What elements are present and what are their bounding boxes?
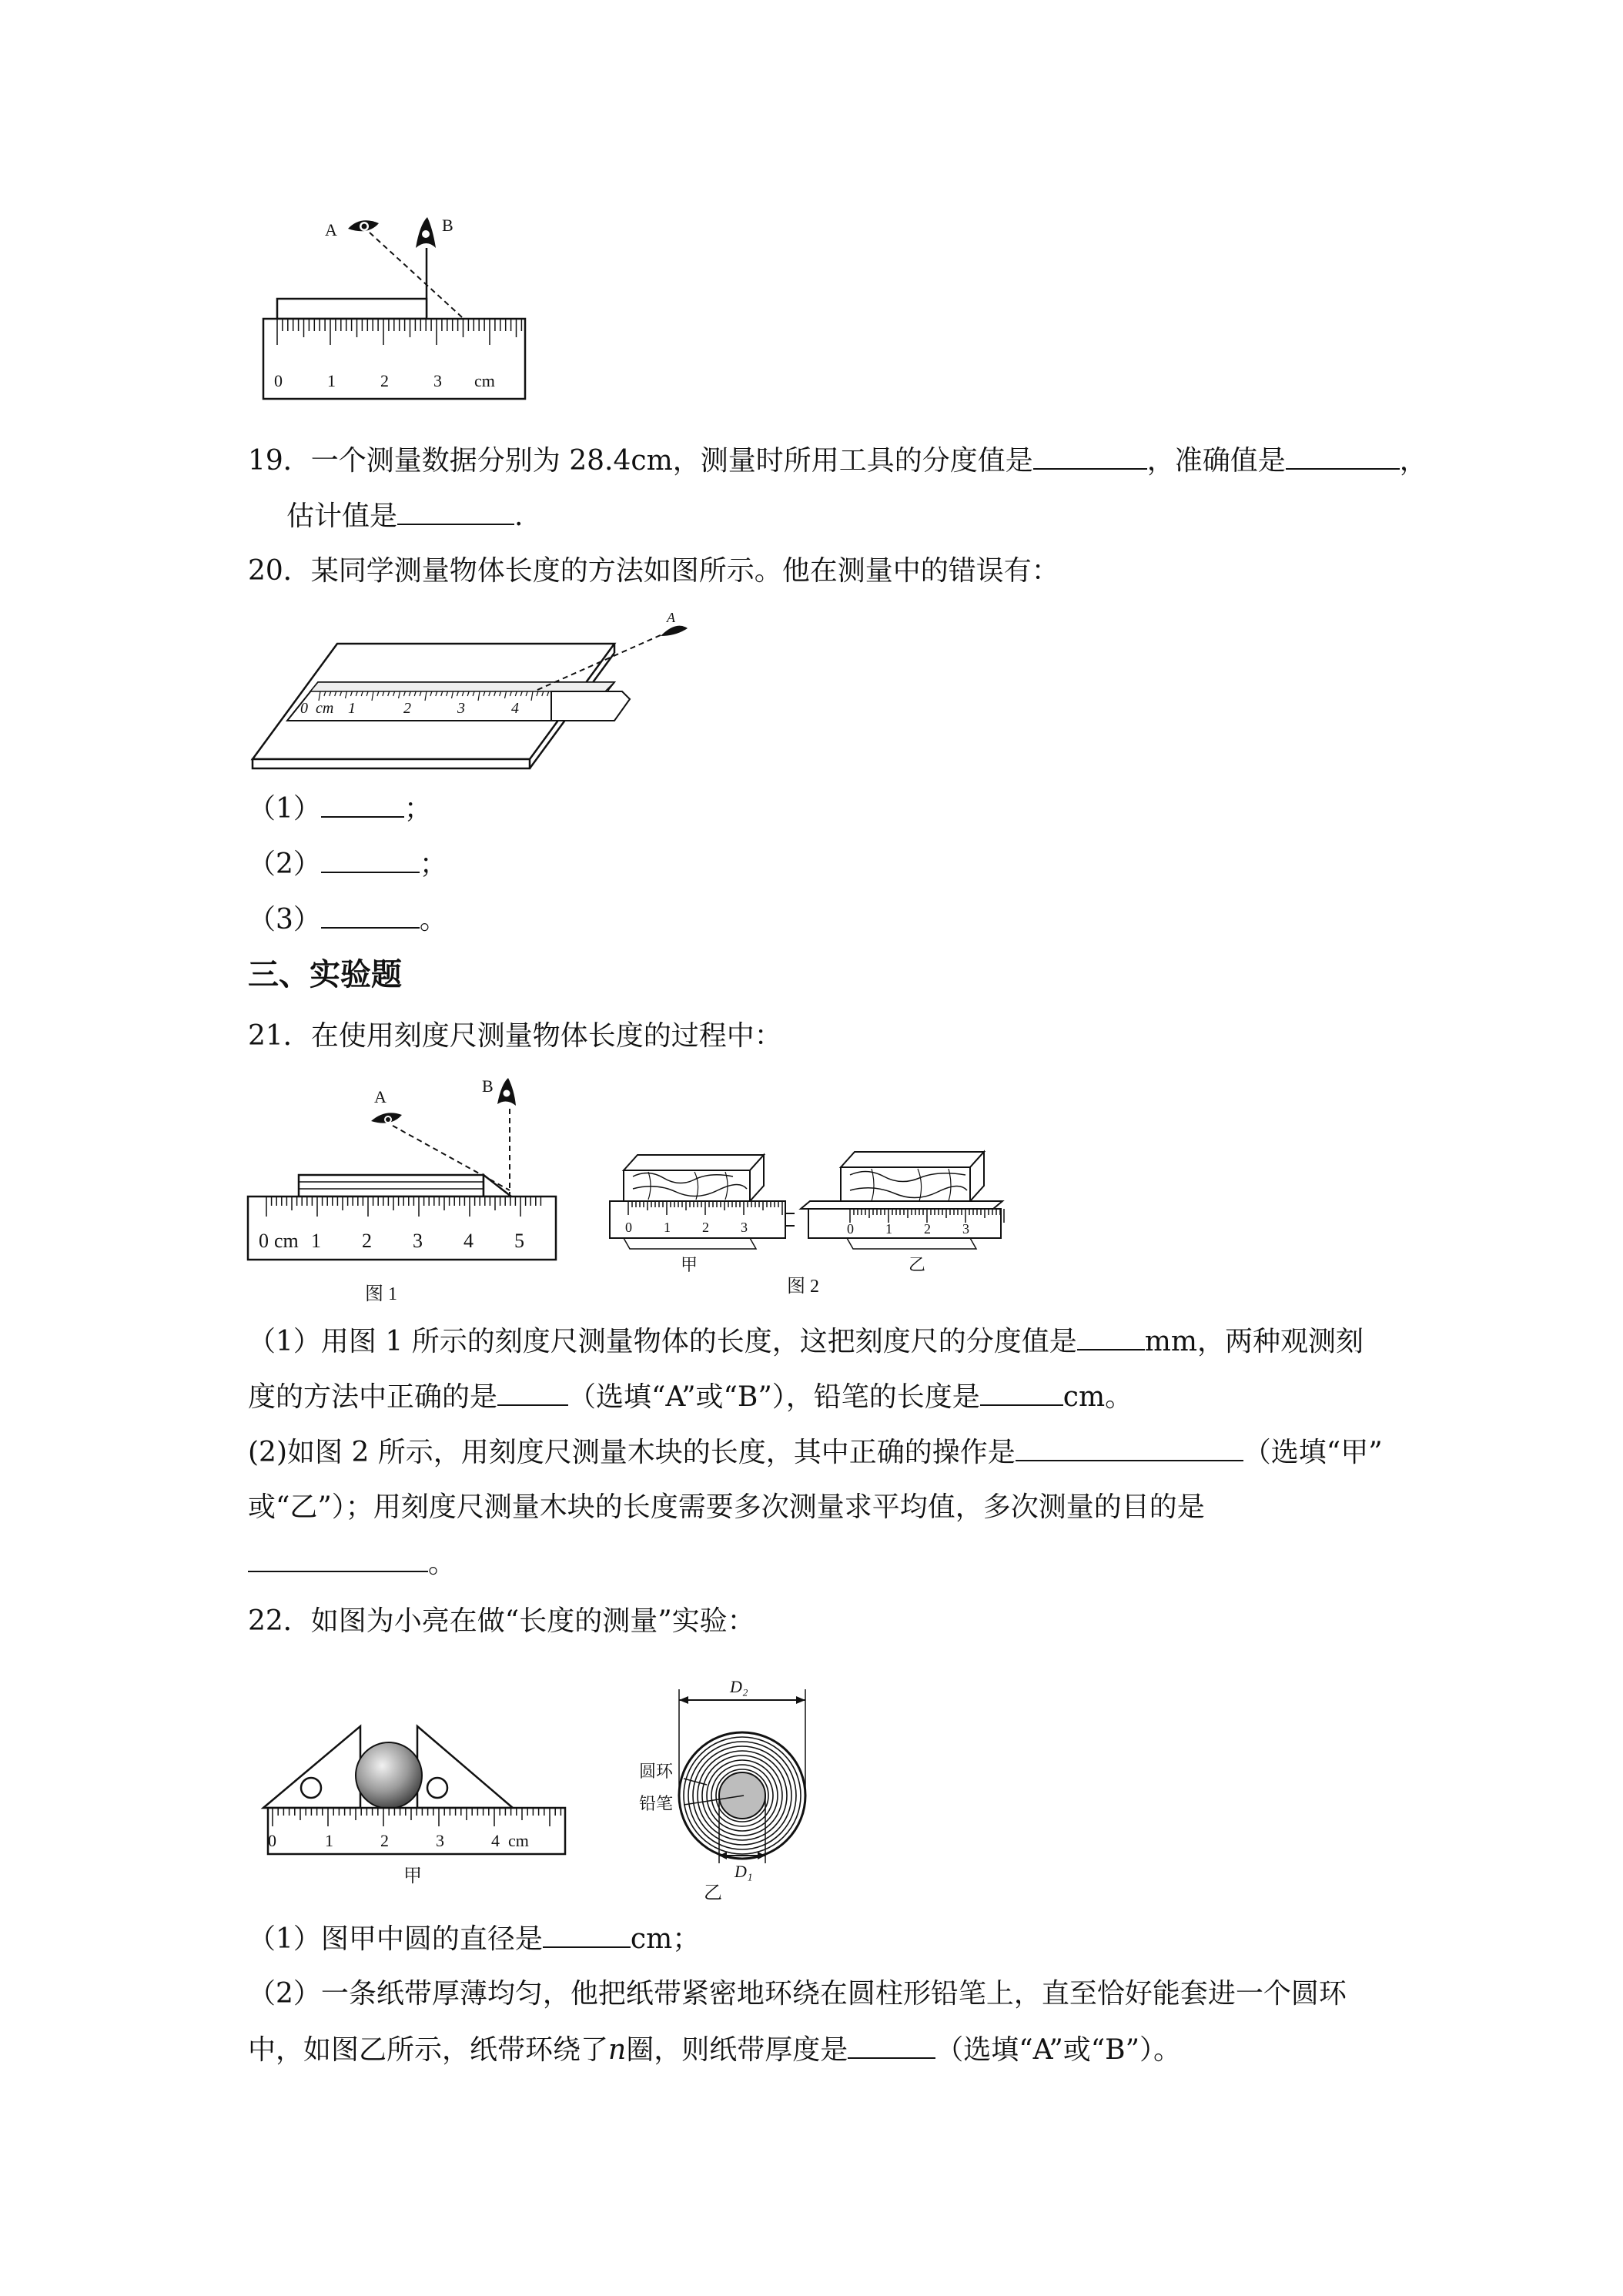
tick-label: 1 (664, 1220, 671, 1235)
q20-item-1: （1） ； (248, 790, 432, 828)
unit-label: cm (474, 371, 495, 390)
eye-b-label: B (482, 1076, 494, 1096)
q20-text: 20．某同学测量物体长度的方法如图所示。他在测量中的错误有： (248, 555, 1059, 587)
tick-label: 2 (702, 1220, 709, 1235)
tick-label: 1 (327, 371, 336, 390)
tick-label: 3 (457, 700, 465, 717)
d2-label: D₂ (730, 1677, 748, 1696)
section-title: 三、实验题 (248, 957, 402, 992)
eye-a-label: A (325, 220, 337, 239)
d1-label: D₁ (735, 1862, 753, 1881)
tick-label: 1 (348, 700, 356, 717)
tick-label: 0 (625, 1220, 632, 1235)
ring-label: 圆环 (639, 1762, 674, 1781)
q21-p1-line2: 度的方法中正确的是 （选填“A”或“B”），铅笔的长度是 cm。 (248, 1378, 1133, 1416)
q19-line1: 19．一个测量数据分别为 28.4cm，测量时所用工具的分度值是 ，准确值是 ， (248, 442, 1427, 480)
measured-object (277, 299, 427, 319)
figure-label: 乙 (704, 1883, 722, 1903)
q21-p2-line2: 或“乙”）；用刻度尺测量木块的长度需要多次测量求平均值，多次测量的目的是 (248, 1491, 1205, 1523)
eye-a-icon (661, 626, 688, 636)
tick-label: 3 (436, 1831, 444, 1850)
eye-b-label: B (442, 216, 453, 235)
tick-label: 3 (433, 371, 442, 390)
q19-line2: 估计值是 . (286, 497, 523, 535)
eye-a-icon (348, 220, 379, 231)
tick-label: 0 (274, 371, 283, 390)
tick-label: 0 (300, 700, 308, 717)
answer-blank[interactable] (1286, 442, 1400, 470)
answer-blank[interactable] (1077, 1323, 1145, 1350)
figure-label: 乙 (909, 1255, 926, 1274)
answer-blank[interactable] (1016, 1434, 1243, 1461)
eye-a-icon (371, 1113, 402, 1123)
answer-blank[interactable] (397, 497, 514, 525)
tick-label: 2 (924, 1221, 931, 1237)
eye-b-icon (497, 1078, 516, 1106)
q21-figure-2 (602, 1146, 1033, 1307)
answer-blank[interactable] (321, 901, 420, 929)
tick-label: 0 (259, 1230, 269, 1252)
ruler-eye-figure-top (254, 202, 539, 417)
q20-item-3: （3） 。 (248, 901, 447, 939)
unit-label: cm (274, 1230, 299, 1252)
tick-label: 2 (403, 700, 411, 717)
tick-label: 3 (741, 1220, 748, 1235)
tick-label: 5 (514, 1230, 524, 1252)
tick-label: 3 (962, 1221, 969, 1237)
q22-figure-a (259, 1708, 582, 1896)
q22-figure-b (608, 1666, 832, 1905)
tick-label: 2 (362, 1230, 372, 1252)
tick-label: 4 (511, 700, 519, 717)
answer-blank[interactable] (848, 2031, 935, 2059)
pencil (299, 1175, 511, 1197)
q20-item-2: （2） ； (248, 845, 447, 883)
q22-p2-line1: （2）一条纸带厚薄均匀，他把纸带紧密地环绕在圆柱形铅笔上，直至恰好能套进一个圆环 (248, 1978, 1347, 2010)
ball (356, 1742, 422, 1809)
eye-b-icon (416, 217, 436, 248)
answer-blank[interactable] (321, 845, 420, 873)
pencil-label: 铅笔 (639, 1794, 674, 1813)
tick-label: 1 (311, 1230, 321, 1252)
tick-label: 1 (325, 1831, 333, 1850)
q22-p2-line2: 中，如图乙所示，纸带环绕了n圈，则纸带厚度是 （选填“A”或“B”）。 (248, 2031, 1181, 2069)
unit-label: cm (316, 700, 334, 717)
tick-label: 2 (380, 1831, 389, 1850)
figure-label: 甲 (681, 1255, 698, 1274)
q21-text: 21．在使用刻度尺测量物体长度的过程中： (248, 1020, 782, 1052)
tick-label: 0 (268, 1831, 276, 1850)
answer-blank[interactable] (248, 1545, 428, 1572)
q21-p1-line1: （1）用图 1 所示的刻度尺测量物体的长度，这把刻度尺的分度值是 mm，两种观测刻 (248, 1323, 1364, 1361)
ruler (808, 1209, 1001, 1238)
figure-caption: 图 1 (365, 1284, 397, 1304)
eye-a-label: A (667, 610, 675, 625)
answer-blank[interactable] (497, 1378, 568, 1406)
figure-caption: 图 2 (787, 1277, 819, 1297)
eye-a-label: A (374, 1087, 387, 1106)
tick-label: 4 (491, 1831, 500, 1850)
tick-label: 1 (885, 1221, 892, 1237)
tick-label: 2 (380, 371, 389, 390)
tick-label: 3 (413, 1230, 423, 1252)
q21-p2-line3: 。 (248, 1545, 456, 1582)
q20-ruler-figure (245, 605, 691, 775)
tick-label: 0 (847, 1221, 854, 1237)
tick-label: 4 (463, 1230, 474, 1252)
q22-p1: （1）图甲中圆的直径是 cm； (248, 1920, 700, 1958)
figure-label: 甲 (403, 1866, 422, 1886)
q22-text: 22．如图为小亮在做“长度的测量”实验： (248, 1605, 755, 1637)
answer-blank[interactable] (1033, 442, 1147, 470)
answer-blank[interactable] (543, 1920, 631, 1948)
unit-label: cm (508, 1831, 529, 1850)
q21-figure-1 (245, 1073, 561, 1304)
answer-blank[interactable] (980, 1378, 1063, 1406)
answer-blank[interactable] (321, 790, 404, 818)
q21-p2-line1: (2)如图 2 所示，用刻度尺测量木块的长度，其中正确的操作是 （选填“甲” (248, 1434, 1383, 1471)
